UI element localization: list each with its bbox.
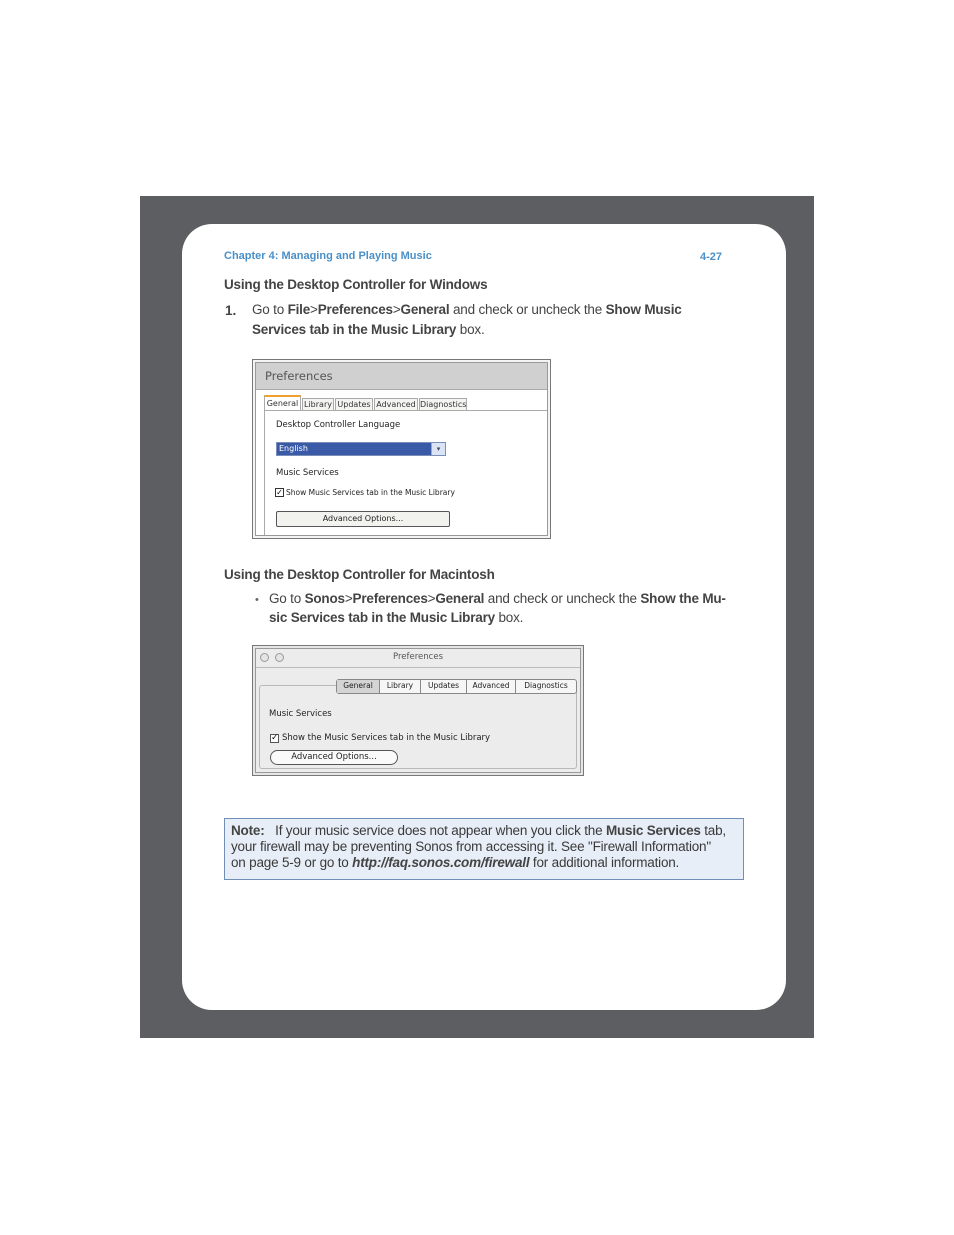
firewall-link[interactable]: http://faq.sonos.com/firewall bbox=[352, 855, 530, 870]
mac-show-music-services-checkbox[interactable]: ✓ bbox=[271, 733, 279, 743]
note-box bbox=[224, 818, 744, 880]
mac-tab-library[interactable]: Library bbox=[380, 680, 421, 693]
mac-heading: Using the Desktop Controller for Macintosh bbox=[224, 567, 495, 582]
mac-tab-advanced[interactable]: Advanced bbox=[467, 680, 516, 693]
note-line-3: on page 5-9 or go to http://faq.sonos.com/firewall for additional information. bbox=[231, 855, 680, 870]
music-services-label: Music Services bbox=[276, 468, 339, 478]
mac-show-music-services-label: Show the Music Services tab in the Music Library bbox=[282, 733, 491, 743]
show-music-services-checkbox[interactable]: ✓ bbox=[276, 488, 283, 497]
tab-diagnostics[interactable]: Diagnostics bbox=[420, 400, 467, 409]
chevron-down-icon: ▾ bbox=[431, 443, 445, 455]
language-dropdown[interactable] bbox=[276, 442, 446, 456]
mac-tab-updates[interactable]: Updates bbox=[421, 680, 467, 693]
windows-preferences-screenshot bbox=[252, 359, 551, 539]
mac-advanced-options-button[interactable]: Advanced Options... bbox=[270, 750, 398, 765]
mac-tab-general[interactable]: General bbox=[337, 680, 380, 693]
windows-heading: Using the Desktop Controller for Windows bbox=[224, 277, 488, 292]
language-value: English bbox=[279, 444, 308, 453]
tab-advanced[interactable]: Advanced bbox=[374, 398, 418, 411]
mac-preferences-title: Preferences bbox=[393, 652, 443, 662]
note-line-2: your firewall may be preventing Sonos from accessing it. See "Firewall Information" bbox=[231, 839, 711, 854]
chapter-header: Chapter 4: Managing and Playing Music bbox=[224, 250, 432, 262]
page-number: 4-27 bbox=[700, 251, 723, 263]
bullet-icon: • bbox=[255, 594, 259, 606]
step-number: 1. bbox=[225, 303, 237, 318]
mac-music-services-label: Music Services bbox=[269, 709, 332, 719]
mac-preferences-tabs bbox=[336, 679, 577, 694]
mac-title-bar bbox=[256, 649, 580, 668]
windows-step-text: Go to File>Preferences>General and check or uncheck the Show Music Services tab in the Music Library box. bbox=[252, 302, 682, 337]
tab-general[interactable]: General bbox=[264, 395, 301, 412]
general-panel bbox=[264, 410, 547, 535]
tab-library[interactable]: Library bbox=[302, 398, 334, 411]
note-line-1: Note: If your music service does not appear when you click the Music Services tab, bbox=[231, 823, 726, 838]
advanced-options-button[interactable]: Advanced Options... bbox=[276, 511, 450, 527]
language-label: Desktop Controller Language bbox=[276, 420, 401, 430]
show-music-services-label: Show Music Services tab in the Music Library bbox=[286, 488, 455, 497]
preferences-title-bar bbox=[256, 363, 547, 390]
note-label: Note: bbox=[231, 823, 265, 838]
preferences-title: Preferences bbox=[265, 369, 333, 383]
mac-preferences-screenshot bbox=[252, 645, 584, 776]
tab-updates[interactable]: Updates bbox=[335, 398, 373, 411]
mac-tab-diagnostics[interactable]: Diagnostics bbox=[524, 681, 568, 690]
mac-step-text: Go to Sonos>Preferences>General and check or uncheck the Show the Mu- sic Services tab in the Music Library box. bbox=[269, 591, 726, 625]
